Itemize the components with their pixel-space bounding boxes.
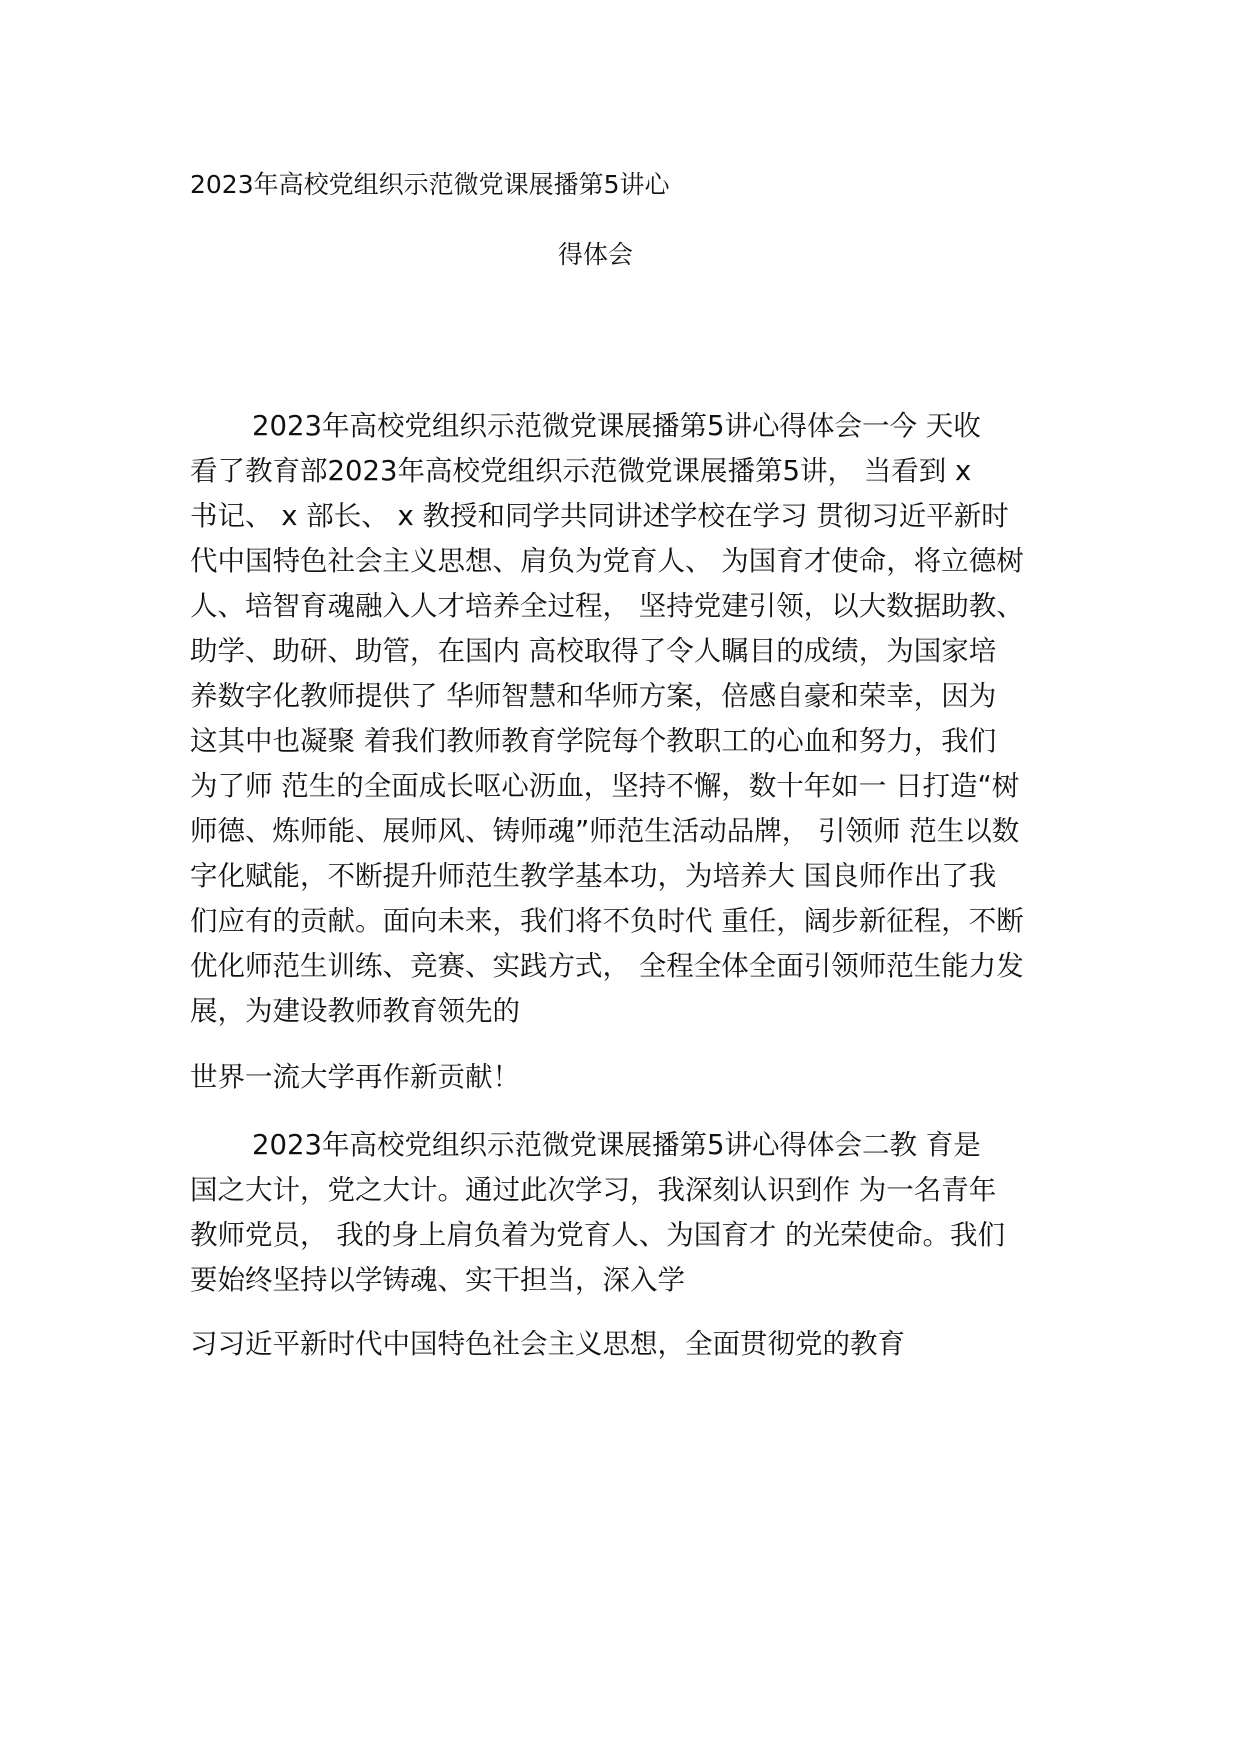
paragraph-1-tail-line: 世界一流大学再作新贡献！ xyxy=(190,1061,520,1093)
paragraph-2-line: 要始终坚持以学铸魂、实干担当，深入学 xyxy=(190,1264,685,1296)
paragraph-1-line: 师德、炼师能、展师风、铸师魂”师范生活动品牌， 引领师 范生以数 xyxy=(190,815,1020,847)
paragraph-2-tail-line: 习习近平新时代中国特色社会主义思想，全面贯彻党的教育 xyxy=(190,1328,905,1360)
paragraph-1-line: 这其中也凝聚 着我们教师教育学院每个教职工的心血和努力，我们 xyxy=(190,725,997,757)
paragraph-1 xyxy=(190,404,1070,1034)
paragraph-2-line: 教师党员， 我的身上肩负着为党育人、为国育才 的光荣使命。我们 xyxy=(190,1219,1005,1251)
paragraph-1-line: 助学、助研、助管，在国内 高校取得了令人瞩目的成绩，为国家培 xyxy=(190,635,997,667)
paragraph-1-line: 人、培智育魂融入人才培养全过程， 坚持党建引领，以大数据助教、 xyxy=(190,590,1024,622)
paragraph-2-line: 国之大计，党之大计。通过此次学习，我深刻认识到作 为一名青年 xyxy=(190,1174,997,1206)
paragraph-1-line: 为了师 范生的全面成长呕心沥血，坚持不懈，数十年如一 日打造“树 xyxy=(190,770,1020,802)
document-title-line-2: 得体会 xyxy=(558,240,634,269)
paragraph-1-line: 展，为建设教师教育领先的 xyxy=(190,995,520,1027)
paragraph-1-line: 书记、 x 部长、 x 教授和同学共同讲述学校在学习 贯彻习近平新时 xyxy=(190,500,1009,532)
paragraph-1-line: 优化师范生训练、竞赛、实践方式， 全程全体全面引领师范生能力发 xyxy=(190,950,1024,982)
paragraph-1-line: 字化赋能，不断提升师范生教学基本功，为培养大 国良师作出了我 xyxy=(190,860,997,892)
paragraph-1-line: 们应有的贡献。面向未来，我们将不负时代 重任，阔步新征程，不断 xyxy=(190,905,1024,937)
paragraph-2-line: 2023年高校党组织示范微党课展播第5讲心得体会二教 育是 xyxy=(252,1129,981,1161)
paragraph-1-line: 养数字化教师提供了 华师智慧和华师方案，倍感自豪和荣幸，因为 xyxy=(190,680,997,712)
paragraph-1-line: 代中国特色社会主义思想、肩负为党育人、 为国育才使命，将立德树 xyxy=(190,545,1024,577)
paragraph-1-line: 看了教育部2023年高校党组织示范微党课展播第5讲， 当看到 x xyxy=(190,455,972,487)
paragraph-1-line: 2023年高校党组织示范微党课展播第5讲心得体会一今 天收 xyxy=(252,410,981,442)
document-title-line-1: 2023年高校党组织示范微党课展播第5讲心 xyxy=(190,170,670,199)
paragraph-2 xyxy=(190,1123,1070,1303)
paragraph-2-continuation xyxy=(190,1322,1070,1367)
paragraph-1-continuation xyxy=(190,1055,1070,1100)
